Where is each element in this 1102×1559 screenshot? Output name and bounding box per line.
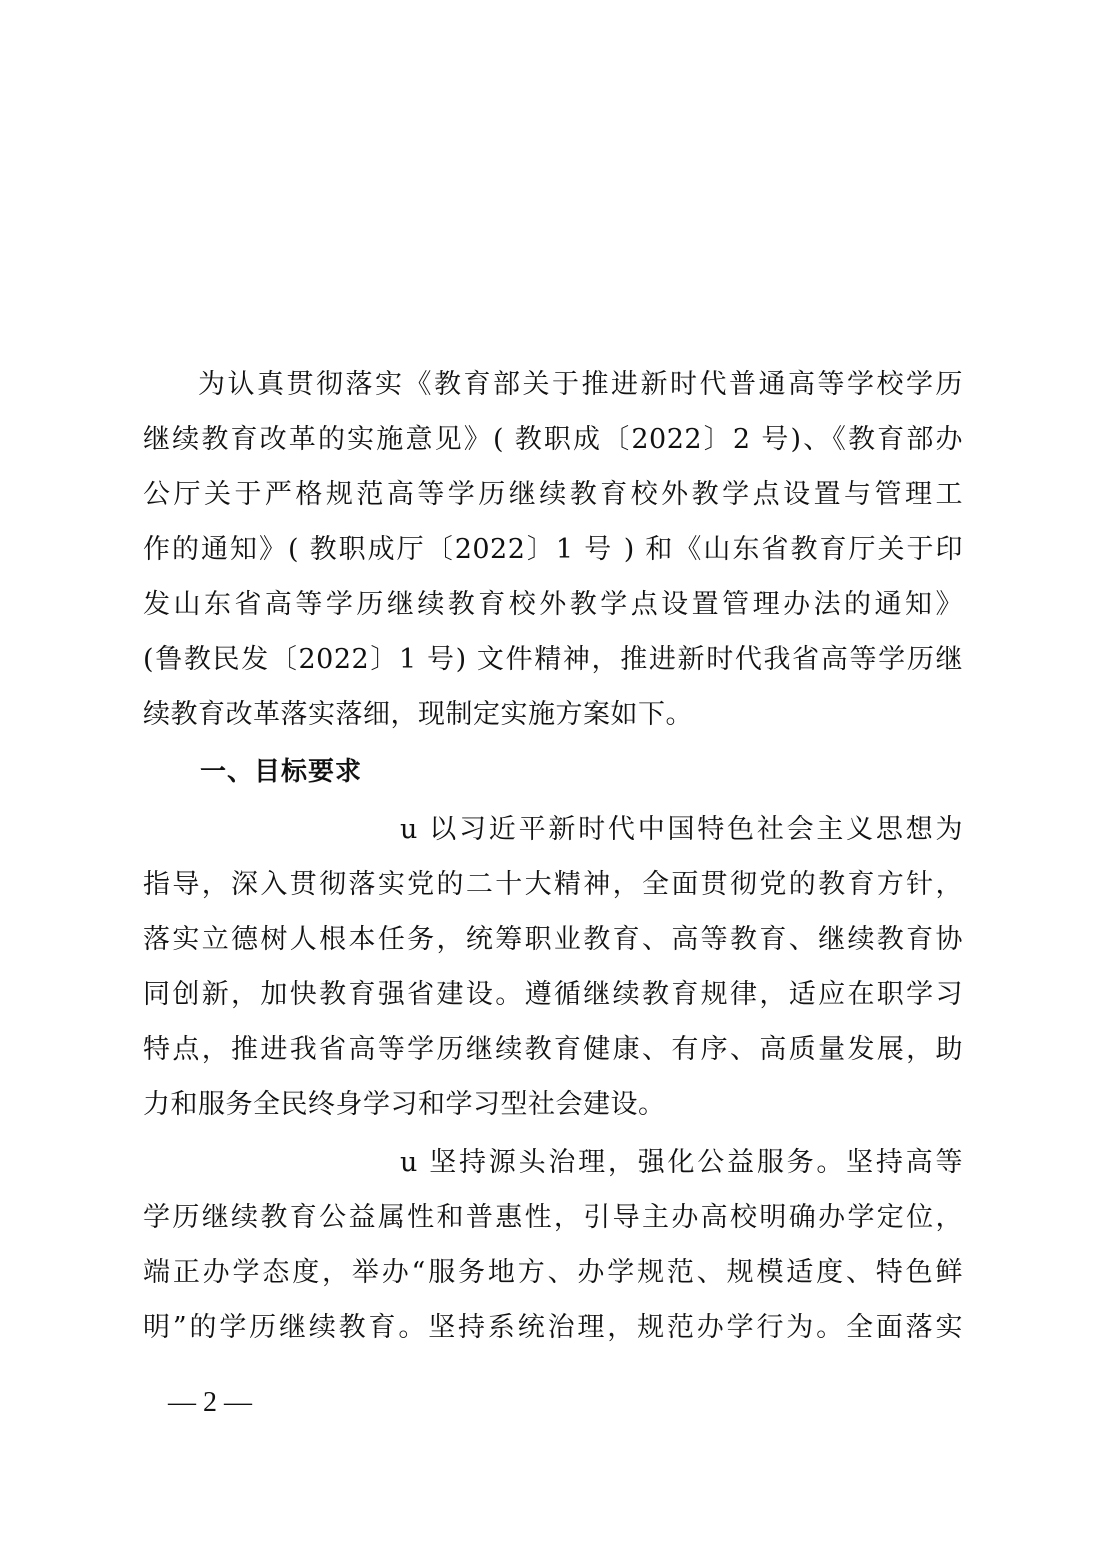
text-line: 公厅关于严格规范高等学历继续教育校外教学点设置与管理工 (143, 479, 963, 510)
text-line: 发山东省高等学历继续教育校外教学点设置管理办法的通知》 (143, 589, 963, 620)
text-line: (鲁教民发〔2022〕1 号) 文件精神，推进新时代我省高等学历继 (143, 644, 963, 675)
text-line: 同创新，加快教育强省建设。遵循继续教育规律，适应在职学习 (143, 979, 963, 1010)
bullet-line: u 坚持源头治理，强化公益服务。坚持高等 (400, 1147, 963, 1178)
text-line: 特点，推进我省高等学历继续教育健康、有序、高质量发展，助 (143, 1034, 963, 1065)
text-line: 续教育改革落实落细，现制定实施方案如下。 (143, 699, 693, 730)
text-line: 学历继续教育公益属性和普惠性，引导主办高校明确办学定位， (143, 1202, 963, 1233)
text-line: 力和服务全民终身学习和学习型社会建设。 (143, 1089, 666, 1120)
text-line: 落实立德树人根本任务，统筹职业教育、高等教育、继续教育协 (143, 924, 963, 955)
text-line: 为认真贯彻落实《教育部关于推进新时代普通高等学校学历 (198, 369, 963, 400)
text-line: 指导，深入贯彻落实党的二十大精神，全面贯彻党的教育方针， (143, 869, 963, 900)
text-line: 作的通知》( 教职成厅〔2022〕1 号 ) 和《山东省教育厅关于印 (143, 534, 963, 565)
section-heading: 一、目标要求 (200, 757, 363, 787)
bullet-line: u 以习近平新时代中国特色社会主义思想为 (400, 814, 963, 845)
page-number: — 2 — (168, 1387, 252, 1418)
text-line: 明”的学历继续教育。坚持系统治理，规范办学行为。全面落实 (143, 1312, 963, 1343)
text-line: 端正办学态度，举办“服务地方、办学规范、规模适度、特色鲜 (143, 1257, 963, 1288)
text-line: 继续教育改革的实施意见》( 教职成〔2022〕2 号)、《教育部办 (143, 424, 963, 455)
